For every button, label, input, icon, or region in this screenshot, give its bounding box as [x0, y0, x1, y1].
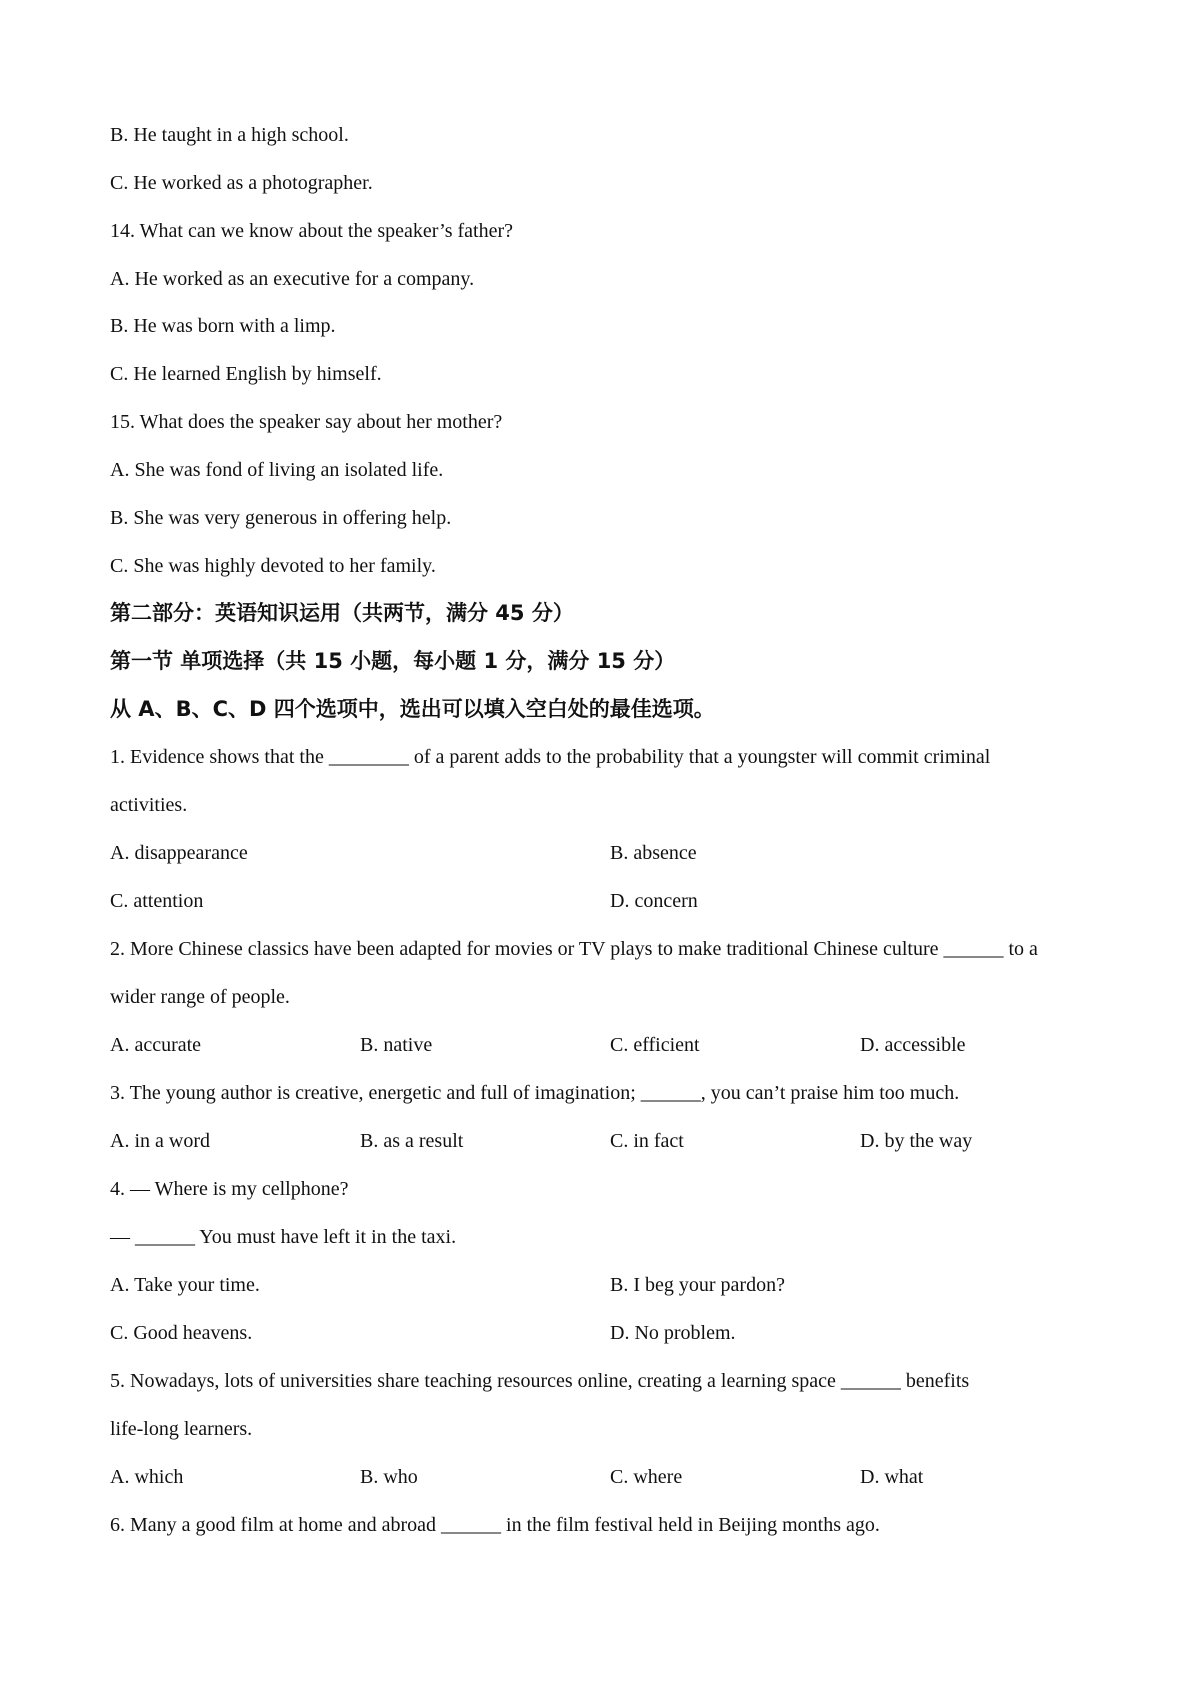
q1-option-b: B. absence — [610, 842, 697, 864]
q5-option-b: B. who — [360, 1466, 418, 1488]
q5-option-c: C. where — [610, 1466, 683, 1488]
q2-option-b: B. native — [360, 1034, 433, 1056]
q15-stem: 15. What does the speaker say about her mother? — [110, 411, 503, 433]
q3-stem: 3. The young author is creative, energetic and full of imagination; ______, you can’t praise him too much. — [110, 1082, 960, 1104]
q2-stem: 2. More Chinese classics have been adapted for movies or TV plays to make traditional Chinese culture ______ to a — [110, 938, 1038, 960]
q14-option-c: C. He learned English by himself. — [110, 363, 382, 385]
q1-option-c: C. attention — [110, 890, 204, 912]
section1-instruction: 从 A、B、C、D 四个选项中，选出可以填入空白处的最佳选项。 — [110, 697, 715, 721]
q5-stem-cont: life-long learners. — [110, 1418, 253, 1440]
q14-option-b: B. He was born with a limp. — [110, 315, 336, 337]
q3-option-d: D. by the way — [860, 1130, 973, 1152]
q3-option-c: C. in fact — [610, 1130, 684, 1152]
section1-title: 第一节 单项选择（共 15 小题，每小题 1 分，满分 15 分） — [110, 649, 676, 673]
q13-option-b: B. He taught in a high school. — [110, 124, 349, 146]
q4-option-d: D. No problem. — [610, 1322, 736, 1344]
q1-stem: 1. Evidence shows that the ________ of a parent adds to the probability that a youngster will commit criminal — [110, 746, 991, 768]
q3-option-b: B. as a result — [360, 1130, 464, 1152]
q14-option-a: A. He worked as an executive for a company. — [110, 268, 475, 290]
q5-option-d: D. what — [860, 1466, 924, 1488]
q4-reply: — ______ You must have left it in the taxi. — [110, 1226, 457, 1248]
q15-option-a: A. She was fond of living an isolated life. — [110, 459, 444, 481]
q6-stem: 6. Many a good film at home and abroad ______ in the film festival held in Beijing months ago. — [110, 1514, 880, 1536]
q4-option-c: C. Good heavens. — [110, 1322, 253, 1344]
q2-stem-cont: wider range of people. — [110, 986, 290, 1008]
q15-option-c: C. She was highly devoted to her family. — [110, 555, 436, 577]
q5-stem: 5. Nowadays, lots of universities share teaching resources online, creating a learning space ______ benefits — [110, 1370, 970, 1392]
q3-option-a: A. in a word — [110, 1130, 210, 1152]
q5-option-a: A. which — [110, 1466, 184, 1488]
q4-stem: 4. — Where is my cellphone? — [110, 1178, 349, 1200]
q14-stem: 14. What can we know about the speaker’s father? — [110, 220, 513, 242]
q1-stem-cont: activities. — [110, 794, 188, 816]
q15-option-b: B. She was very generous in offering help. — [110, 507, 452, 529]
q1-option-a: A. disappearance — [110, 842, 248, 864]
q4-option-b: B. I beg your pardon? — [610, 1274, 785, 1296]
q4-option-a: A. Take your time. — [110, 1274, 260, 1296]
q2-option-c: C. efficient — [610, 1034, 700, 1056]
q13-option-c: C. He worked as a photographer. — [110, 172, 373, 194]
part2-title: 第二部分：英语知识运用（共两节，满分 45 分） — [110, 601, 574, 625]
q2-option-d: D. accessible — [860, 1034, 966, 1056]
q2-option-a: A. accurate — [110, 1034, 202, 1056]
q1-option-d: D. concern — [610, 890, 698, 912]
